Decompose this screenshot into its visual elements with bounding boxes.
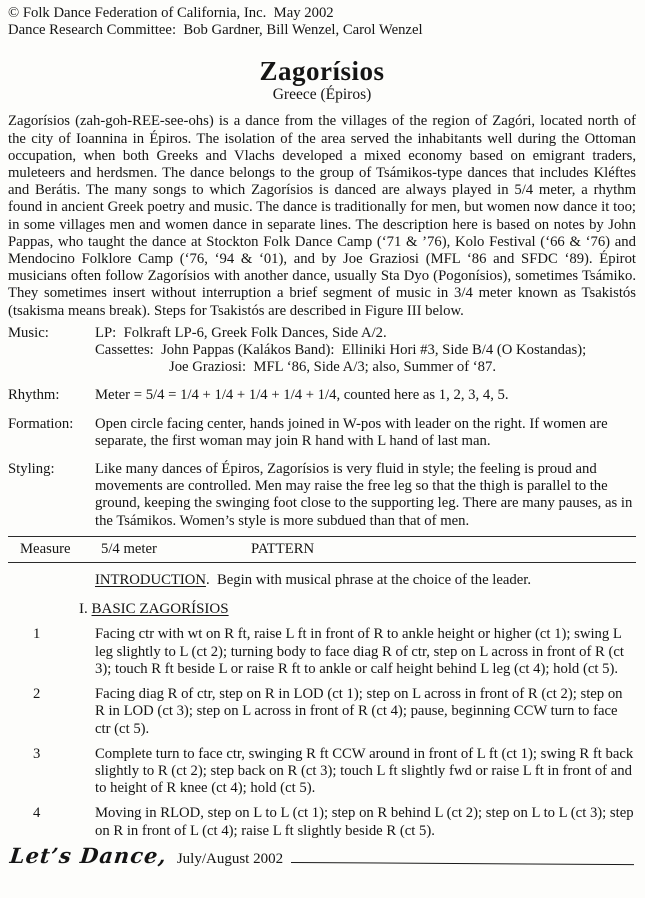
styling-row bbox=[8, 461, 636, 530]
styling-label: Styling: bbox=[8, 461, 55, 478]
pattern-column-header: PATTERN bbox=[251, 540, 315, 557]
music-content bbox=[95, 325, 636, 377]
copyright-line: © Folk Dance Federation of California, Inc. May 2002 bbox=[8, 5, 334, 21]
figure-1-title: BASIC ZAGORÍSIOS bbox=[91, 601, 229, 618]
rhythm-label: Rhythm: bbox=[8, 387, 60, 404]
footer-blank-line bbox=[291, 862, 634, 865]
introduction-label: INTRODUCTION bbox=[95, 572, 206, 589]
page-title: Zagorísios bbox=[259, 56, 385, 87]
committee-line: Dance Research Committee: Bob Gardner, Bill Wenzel, Carol Wenzel bbox=[8, 22, 423, 39]
figure-1-heading bbox=[79, 601, 636, 618]
measure-number: 2 bbox=[33, 686, 41, 703]
measure-number: 3 bbox=[33, 745, 41, 762]
meter-column-header: 5/4 meter bbox=[101, 540, 157, 557]
measure-text: Facing ctr with wt on R ft, raise L ft in front of R to ankle height or higher (ct 1); swing L leg slightly to L (ct 2); turning body to face diag R of ctr, step on L across in front of R (ct 3); touch R ft beside L or raise R ft to ankle or calf height behind L leg (ct 4); hold (ct 5). bbox=[95, 626, 624, 677]
measure-text: Complete turn to face ctr, swinging R ft CCW around in front of L ft (ct 1); swing R ft back slightly to R (ct 2); step back on R (ct 3); touch L ft slightly fwd or raise L ft in front of and to height of R knee (ct 4); hold (ct 5). bbox=[95, 745, 634, 797]
styling-text: Like many dances of Épiros, Zagorísios is very fluid in style; the feeling is proud and movements are controlled. Men may raise the free leg so that the thigh is parallel to the ground, keeping the swinging foot close to the supporting leg. There are many pauses, as in the Tsámikos. Women’s style is more subdued than that of men. bbox=[95, 461, 633, 529]
music-label: Music: bbox=[8, 324, 49, 341]
magazine-name: Let’s Dance, bbox=[8, 842, 169, 868]
measure-column-header: Measure bbox=[20, 540, 71, 557]
measure-number: 4 bbox=[33, 805, 41, 822]
measure-row-1 bbox=[8, 626, 636, 678]
intro-paragraph: Zagorísios (zah-goh-REE-see-ohs) is a dance from the villages of the region of Zagóri, located north of the city of Ioannina in Épiros. The isolation of the area served the inhabitants well during the Ottoman occupation, when both Greeks and Vlachs developed a mixed economy based on emigrant traders, muleteers and herdsmen. The dance belongs to the group of Tsámikos-type dances that includes Kléftes and Berátis. The many songs to which Zagorísios is danced are always played in 5/4 meter, a rhythm found in ancient Greek poetry and music. The dance is traditionally for men, but women now dance it too; in some villages men and women dance in separate lines. The description here is based on notes by John Pappas, who taught the dance at Stockton Folk Dance Camp (‘71 & ’76), Kolo Festival (‘66 & ‘76) and Mendocino Folklore Camp (‘76, ‘94 & ‘01), and by Joe Graziosi (MFL ‘86 and SFDC ‘89). Épirot musicians often follow Zagorísios with another dance, usually Sta Dyo (Pogonísios), sometimes Tsámiko. They sometimes insert without interruption a brief segment of music in 3/4 meter known as Tsakistós (tsakisma means break). Steps for Tsakistós are described in Figure III below. bbox=[8, 113, 636, 319]
measure-row-2 bbox=[8, 686, 636, 738]
music-row bbox=[8, 325, 636, 377]
dance-origin: Greece (Épiros) bbox=[272, 86, 372, 104]
formation-row bbox=[8, 416, 636, 450]
issue-date: July/August 2002 bbox=[176, 850, 284, 867]
measure-number: 1 bbox=[33, 626, 41, 643]
music-lp-line: LP: Folkraft LP-6, Greek Folk Dances, Side A/2. bbox=[95, 324, 387, 341]
formation-label: Formation: bbox=[8, 415, 74, 432]
measure-row-4 bbox=[8, 805, 636, 839]
music-cassettes-line-2: Joe Graziosi: MFL ‘86, Side A/3; also, Summer of ‘87. bbox=[169, 359, 497, 376]
pattern-divider-bottom bbox=[8, 562, 636, 563]
introduction-line bbox=[95, 572, 636, 589]
rhythm-row bbox=[8, 387, 636, 404]
rhythm-text: Meter = 5/4 = 1/4 + 1/4 + 1/4 + 1/4 + 1/4, counted here as 1, 2, 3, 4, 5. bbox=[95, 387, 509, 404]
music-cassettes-line-1: Cassettes: John Pappas (Kalákos Band): Elliniki Hori #3, Side B/4 (O Kostandas); bbox=[95, 342, 587, 359]
pattern-header-row bbox=[8, 537, 636, 562]
formation-text: Open circle facing center, hands joined in W-pos with leader on the right. If women are separate, the first woman may join R hand with L hand of last man. bbox=[95, 415, 608, 449]
measure-text: Facing diag R of ctr, step on R in LOD (ct 1); step on L across in front of R (ct 2); step on R in LOD (ct 3); step on L across in front of R (ct 4); pause, beginning CCW turn to face ctr (ct 5). bbox=[95, 686, 623, 737]
introduction-text: . Begin with musical phrase at the choice of the leader. bbox=[205, 572, 532, 589]
page-footer bbox=[8, 842, 636, 868]
measure-text: Moving in RLOD, step on L to L (ct 1); step on R behind L (ct 2); step on L to L (ct 3); step on R in front of L (ct 4); raise L ft slightly beside R (ct 5). bbox=[95, 805, 634, 839]
figure-1-numeral: I. bbox=[79, 601, 92, 618]
measure-row-3 bbox=[8, 746, 636, 798]
